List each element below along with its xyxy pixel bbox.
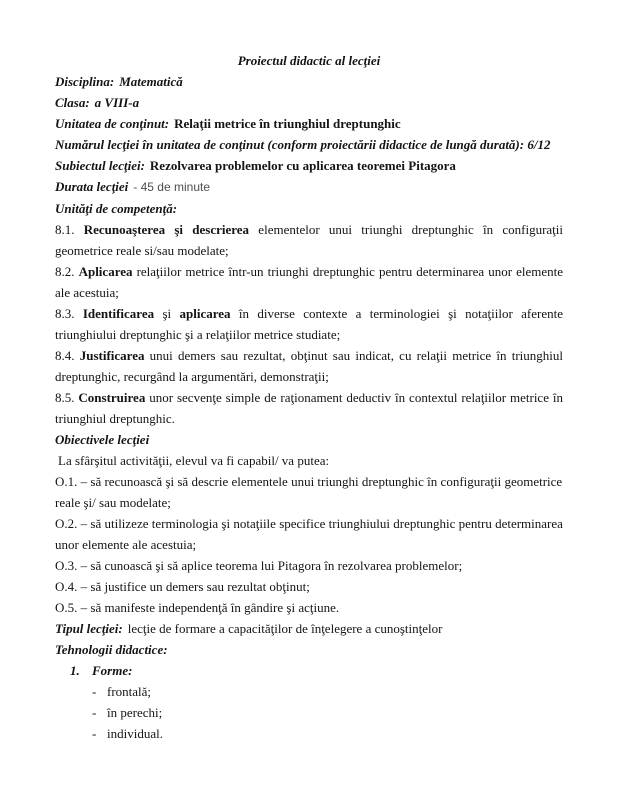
numar-text: Numărul lecţiei în unitatea de conţinut (conform proiectării didactice de lungă durată): 6/12	[55, 137, 551, 152]
subiect-value: Rezolvarea problemelor cu aplicarea teoremei Pitagora	[149, 158, 456, 173]
competence-num: 8.2.	[55, 264, 79, 279]
competence-num: 8.5.	[55, 390, 79, 405]
disciplina-label: Disciplina:	[55, 74, 115, 89]
durata-value: - 45 de minute	[133, 180, 211, 194]
unitate-label: Unitatea de conţinut:	[55, 116, 170, 131]
objective-item-o2: O.2. – să utilizeze terminologia şi notaţiile specifice triunghiului dreptunghic pentru determinarea unor elemente ale acestuia;	[55, 516, 563, 552]
heading-competente: Unităţi de competenţă:	[55, 201, 178, 216]
clasa-label: Clasa:	[55, 95, 90, 110]
line-durata	[55, 176, 563, 198]
objective-item-o4: O.4. – să justifice un demers sau rezultat obţinut;	[55, 579, 310, 594]
forme-heading	[55, 660, 563, 681]
competence-num: 8.1.	[55, 222, 84, 237]
line-disciplina	[55, 71, 563, 92]
clasa-value: a VIII-a	[94, 95, 140, 110]
objective-item-o1: O.1. – să recunoască şi să descrie elementele unui triunghi dreptunghic în configuraţii geometrice reale şi/ sau modelate;	[55, 474, 563, 510]
list-item-individual: - individual.	[55, 723, 563, 744]
bullet-dash: -	[92, 726, 97, 741]
competence-item-8-1: 8.1. Recunoaşterea şi descrierea elementelor unui triunghi dreptunghic în configuraţii geometrice reale si/sau modelate;	[55, 222, 564, 258]
heading-obiective: Obiectivele lecţiei	[55, 432, 150, 447]
competence-num: 8.4.	[55, 348, 80, 363]
line-subiect	[55, 155, 563, 176]
objective-item-o5: O.5. – să manifeste independenţă în gândire şi acţiune.	[55, 600, 340, 615]
line-unitate-continut	[55, 113, 563, 134]
line-numar-lectie	[55, 134, 563, 155]
tipul-label: Tipul lecţiei:	[55, 621, 123, 636]
competence-item-8-5: 8.5. Construirea unor secvenţe simple de raţionament deductiv în contextul relaţiilor metrice în triunghiul dreptunghic.	[55, 390, 563, 426]
competence-num: 8.3.	[55, 306, 83, 321]
list-item-frontala: - frontală;	[55, 681, 563, 702]
competence-item-8-2: 8.2. Aplicarea relaţiilor metrice într-un triunghi dreptunghic pentru determinarea unor elemente ale acestuia;	[55, 264, 564, 300]
subiect-label: Subiectul lecţiei:	[55, 158, 145, 173]
heading-tehnologii: Tehnologii didactice:	[55, 642, 168, 657]
line-clasa	[55, 92, 563, 113]
document-title: Proiectul didactic al lecţiei	[237, 53, 381, 68]
forme-label: Forme:	[92, 663, 133, 678]
tipul-value: lecţie de formare a capacităţilor de înţelegere a cunoştinţelor	[127, 621, 443, 636]
forme-number: 1.	[70, 663, 80, 678]
bullet-dash: -	[92, 684, 97, 699]
competence-item-8-4: 8.4. Justificarea unui demers sau rezultat, obţinut sau indicat, cu relaţii metrice în triunghiul dreptunghic, recurgând la argumentări, demonstraţii;	[55, 348, 563, 384]
objective-item-o3: O.3. – să cunoască şi să aplice teorema lui Pitagora în rezolvarea problemelor;	[55, 558, 463, 573]
unitate-value: Relaţii metrice în triunghiul dreptunghic	[174, 116, 401, 131]
disciplina-value: Matematică	[119, 74, 183, 89]
list-item-in-perechi: - în perechi;	[55, 702, 563, 723]
durata-label: Durata lecţiei	[55, 179, 129, 194]
line-tipul-lectiei	[55, 618, 563, 639]
bullet-dash: -	[92, 705, 97, 720]
competence-item-8-3: 8.3. Identificarea şi aplicarea în diverse contexte a terminologiei şi notaţiilor aferente triunghiului dreptunghic şi a relaţiilor metrice studiate;	[55, 306, 563, 342]
obiective-intro: La sfârşitul activităţii, elevul va fi capabil/ va putea:	[58, 453, 330, 468]
